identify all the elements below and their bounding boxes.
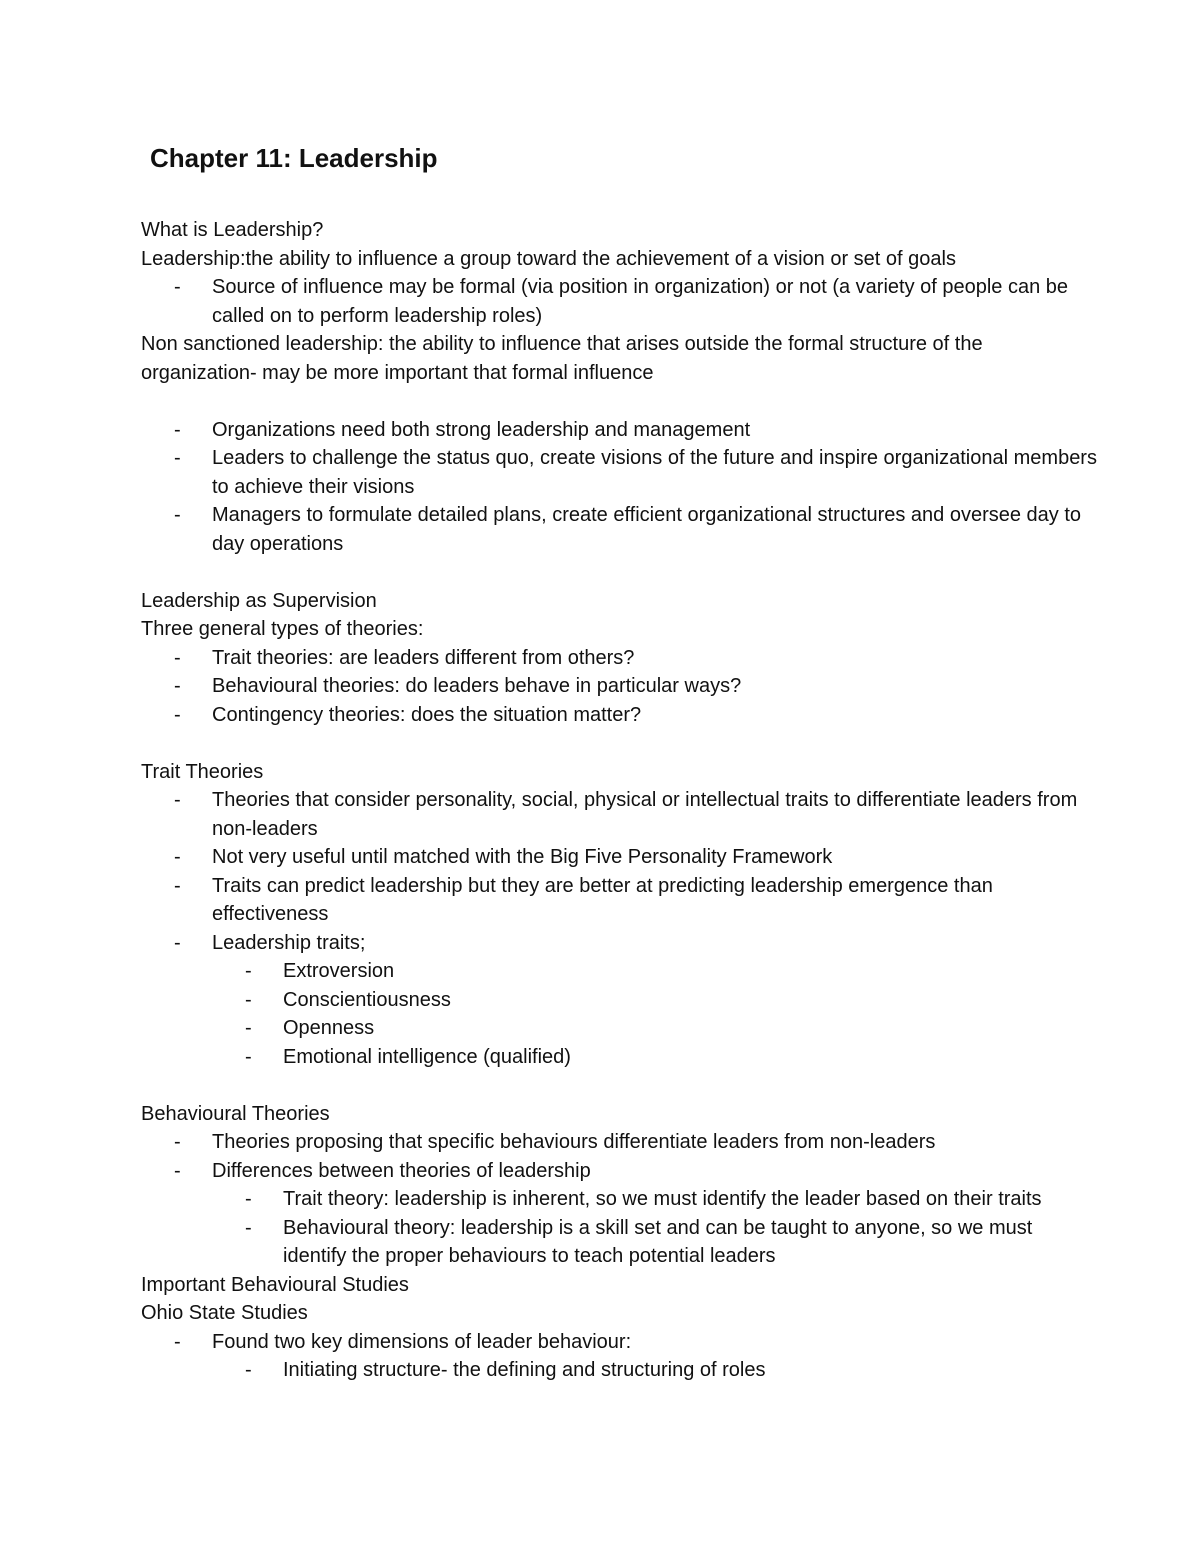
spacer: [141, 1071, 1101, 1100]
list-item-text: Managers to formulate detailed plans, create efficient organizational structures and oversee day to day operations: [212, 504, 1082, 555]
bullet-list: [141, 644, 1101, 730]
dash-bullet: -: [245, 1216, 252, 1239]
list-item: [141, 416, 1101, 445]
list-item: [141, 843, 1101, 872]
leadership-definition: Leadership:the ability to influence a group toward the achievement of a vision or set of goals: [141, 247, 956, 270]
section-heading-ohio-state: Ohio State Studies: [141, 1302, 308, 1324]
list-item-text: Theories proposing that specific behaviours differentiate leaders from non-leaders: [212, 1131, 936, 1153]
list-item-text: Behavioural theory: leadership is a skill set and can be taught to anyone, so we must identify the proper behaviours to teach potential leaders: [283, 1216, 1033, 1267]
dash-bullet: -: [174, 1159, 181, 1182]
list-item-text: Extroversion: [283, 960, 395, 982]
dash-bullet: -: [245, 1017, 252, 1039]
bullet-list: [141, 1128, 1101, 1271]
document-body: [141, 216, 1101, 1385]
sub-list-item: [141, 957, 1101, 986]
list-item: [141, 444, 1101, 501]
dash-bullet: -: [174, 789, 181, 811]
list-item-text: Source of influence may be formal (via position in organization) or not (a variety of people can be called on to perform leadership roles): [212, 276, 1069, 327]
list-item: [141, 872, 1101, 929]
list-item-text: Theories that consider personality, social, physical or intellectual traits to differentiate leaders from non-leaders: [212, 789, 1078, 840]
list-item-text: Organizations need both strong leadership and management: [212, 418, 751, 441]
dash-bullet: -: [174, 874, 181, 897]
dash-bullet: -: [174, 646, 181, 669]
list-item: [141, 1328, 1101, 1357]
list-item-text: Traits can predict leadership but they are better at predicting leadership emergence than effectiveness: [212, 874, 993, 925]
list-item: [141, 701, 1101, 730]
section-heading-supervision: Leadership as Supervision: [141, 589, 377, 612]
sub-list-item: [141, 986, 1101, 1015]
dash-bullet: -: [245, 1359, 252, 1381]
list-item-text: Contingency theories: does the situation matter?: [212, 703, 642, 726]
list-item-text: Not very useful until matched with the Big Five Personality Framework: [212, 846, 833, 868]
dash-bullet: -: [245, 988, 252, 1011]
section-heading-trait-theories: Trait Theories: [141, 760, 264, 783]
list-item: [141, 644, 1101, 673]
sub-list-item: [141, 1014, 1101, 1043]
list-item-text: Trait theory: leadership is inherent, so we must identify the leader based on their traits: [283, 1188, 1042, 1210]
bullet-list: [141, 416, 1101, 559]
list-item: [141, 786, 1101, 843]
dash-bullet: -: [174, 276, 181, 298]
section-subheading: Three general types of theories:: [141, 618, 424, 640]
list-item-text: Conscientiousness: [283, 988, 451, 1011]
dash-bullet: -: [174, 931, 181, 954]
dash-bullet: -: [174, 504, 181, 526]
list-item-text: Initiating structure- the defining and structuring of roles: [283, 1359, 766, 1381]
list-item-text: Differences between theories of leadership: [212, 1159, 591, 1182]
list-item-text: Found two key dimensions of leader behaviour:: [212, 1330, 632, 1353]
list-item: [141, 1128, 1101, 1157]
dash-bullet: -: [245, 1045, 252, 1068]
sub-list-item: [141, 1185, 1101, 1214]
sub-list-item: [141, 1356, 1101, 1385]
spacer: [141, 558, 1101, 587]
list-item: [141, 1157, 1101, 1186]
list-item: [141, 501, 1101, 558]
dash-bullet: -: [174, 703, 181, 726]
list-item: [141, 929, 1101, 958]
sub-list-item: [141, 1043, 1101, 1072]
bullet-list: [141, 273, 1101, 330]
dash-bullet: -: [174, 846, 181, 868]
list-item: [141, 672, 1101, 701]
dash-bullet: -: [174, 1131, 181, 1153]
dash-bullet: -: [174, 447, 181, 469]
dash-bullet: -: [245, 1188, 252, 1210]
sub-list-item: [141, 1214, 1101, 1271]
spacer: [141, 387, 1101, 416]
bullet-list: [141, 786, 1101, 1071]
list-item-text: Behavioural theories: do leaders behave in particular ways?: [212, 675, 742, 697]
page-title: Chapter 11: Leadership: [150, 143, 438, 173]
bullet-list: [141, 1328, 1101, 1385]
list-item-text: Trait theories: are leaders different from others?: [212, 646, 635, 669]
dash-bullet: -: [174, 1330, 181, 1353]
list-item-text: Leadership traits;: [212, 931, 366, 954]
dash-bullet: -: [174, 418, 181, 441]
list-item-text: Openness: [283, 1017, 375, 1039]
dash-bullet: -: [245, 960, 252, 982]
list-item-text: Leaders to challenge the status quo, create visions of the future and inspire organizational members to achieve their visions: [212, 447, 1097, 498]
non-sanctioned-definition: Non sanctioned leadership: the ability to influence that arises outside the formal structure of the organization- may be more important that formal influence: [141, 333, 983, 384]
dash-bullet: -: [174, 675, 181, 697]
spacer: [141, 729, 1101, 758]
section-heading-behavioural-theories: Behavioural Theories: [141, 1102, 330, 1125]
section-heading-important-studies: Important Behavioural Studies: [141, 1273, 409, 1296]
list-item: [141, 273, 1101, 330]
list-item-text: Emotional intelligence (qualified): [283, 1045, 571, 1068]
section-heading-what-is-leadership: What is Leadership?: [141, 219, 324, 241]
